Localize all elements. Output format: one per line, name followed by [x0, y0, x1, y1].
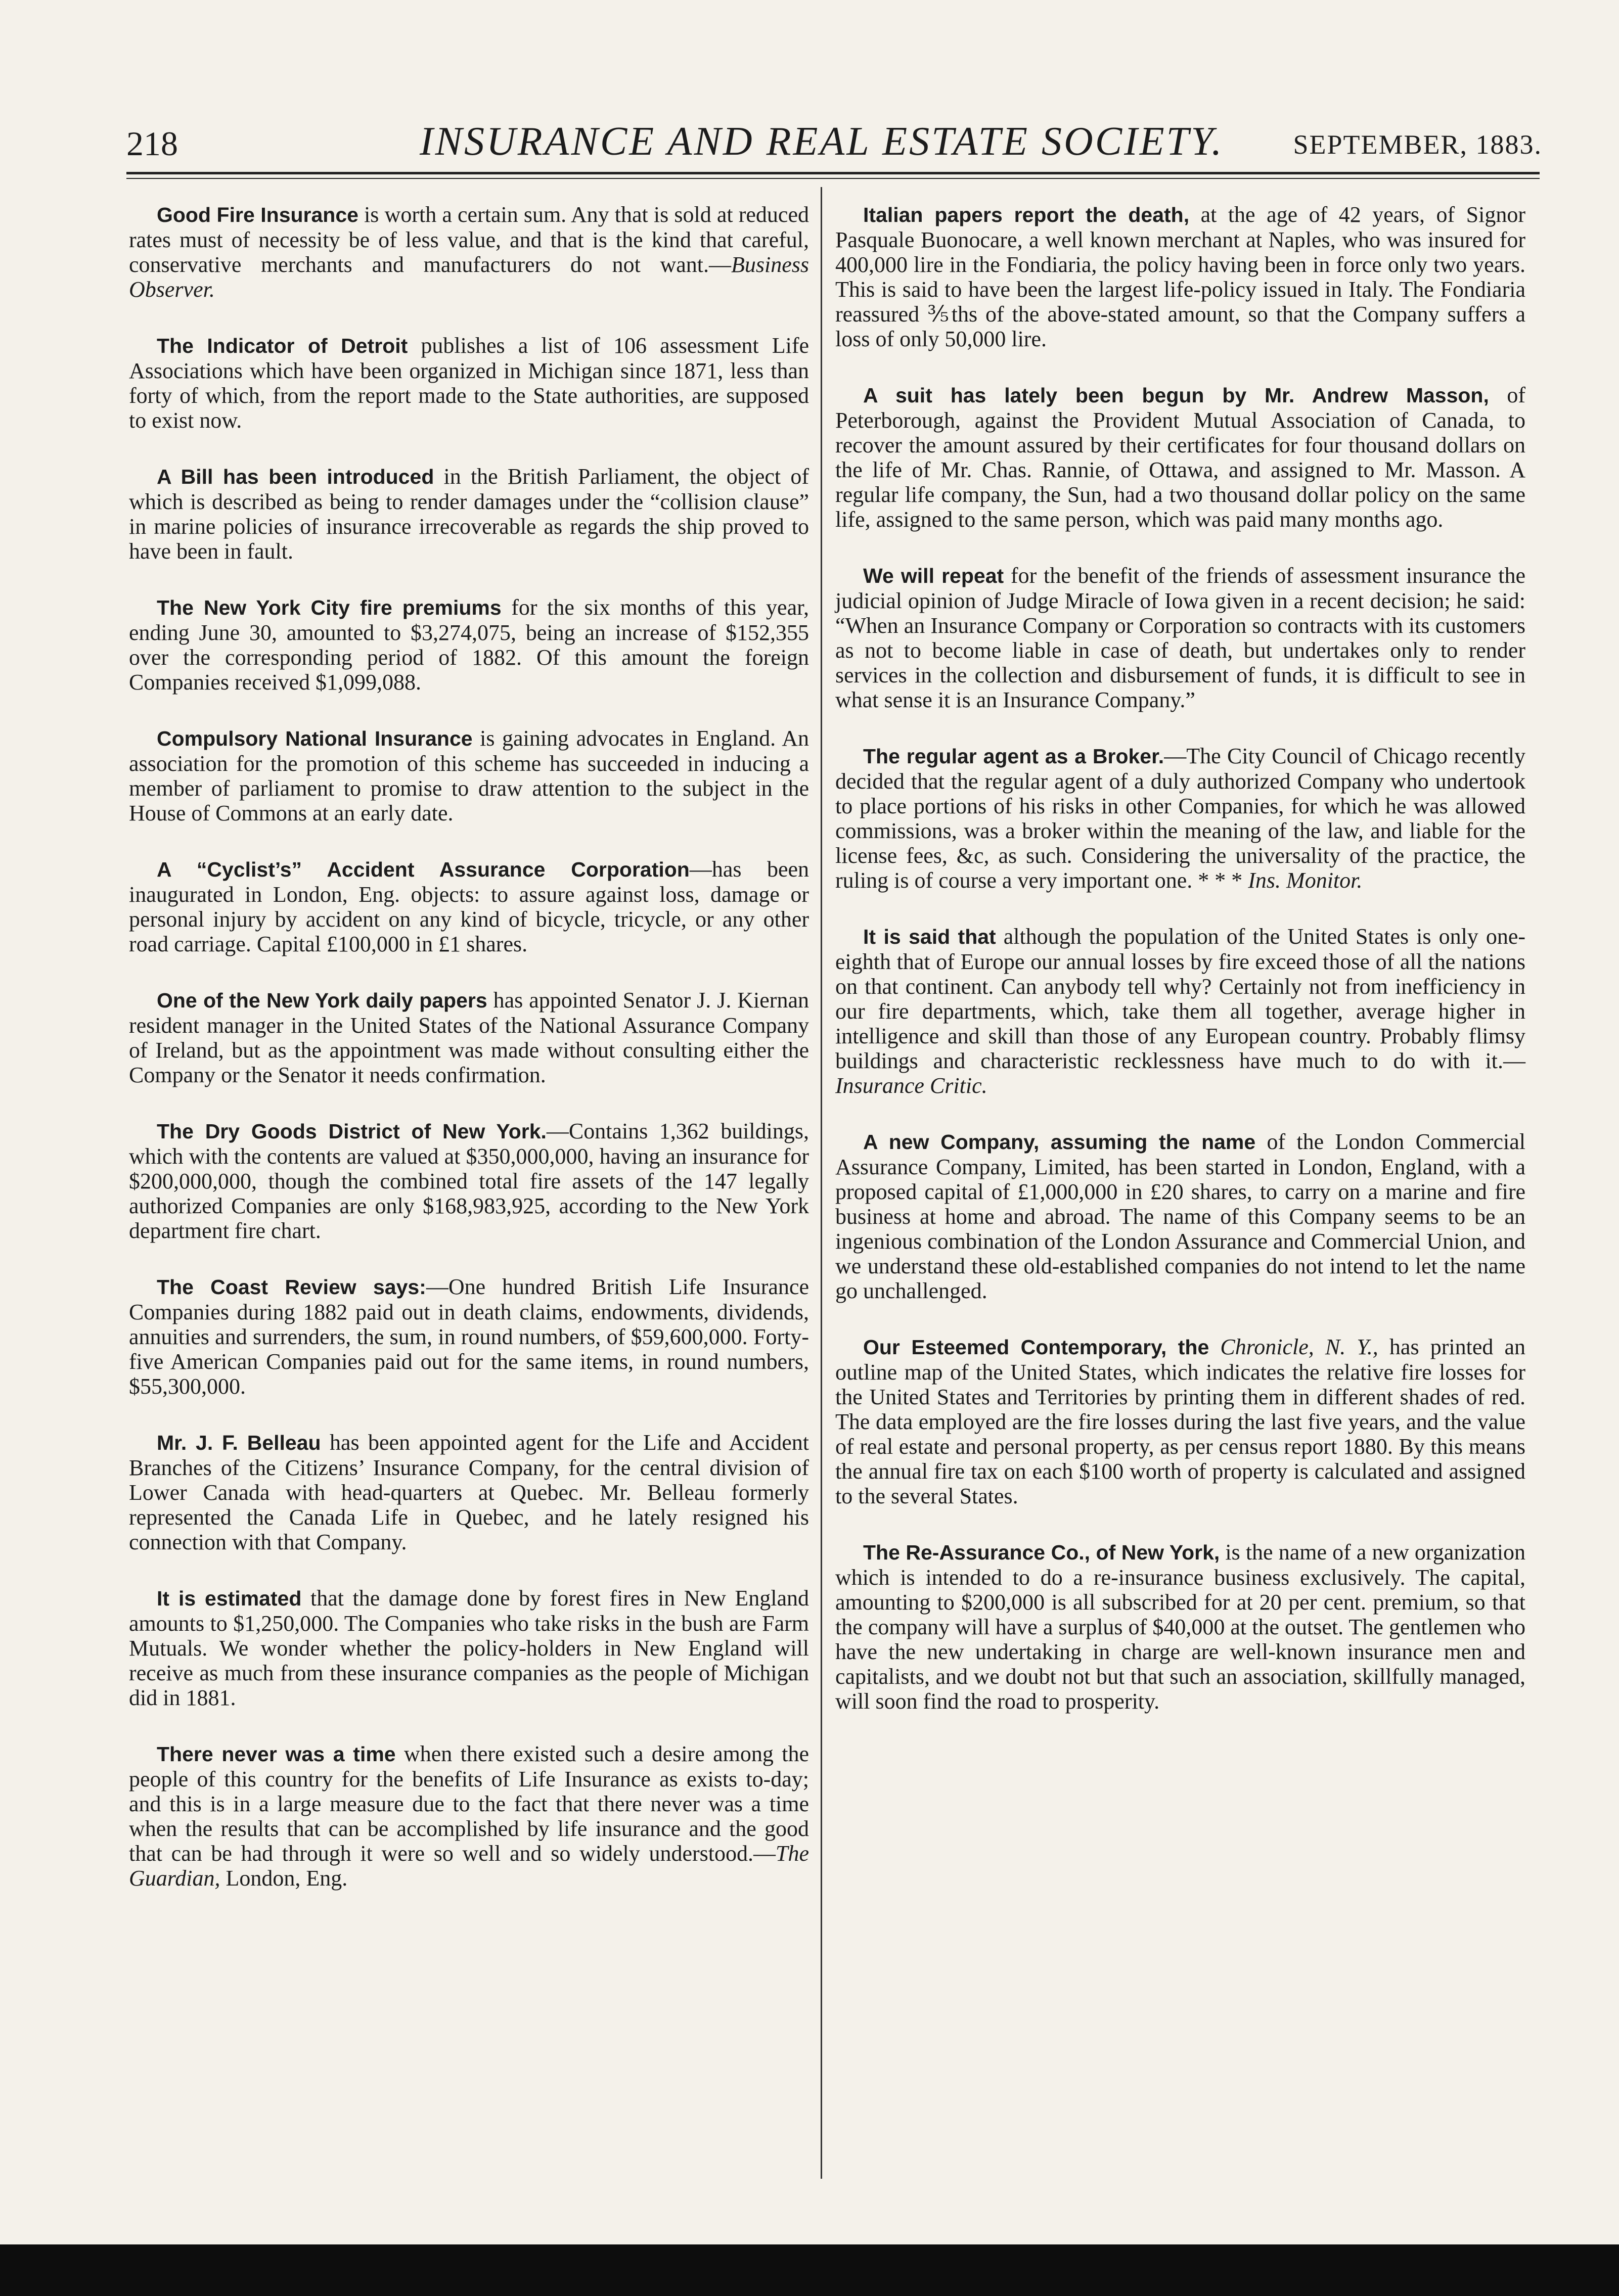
item-body: —has been inaugurated in London, Eng. objects: to assure against loss, damage or personal injury by accident on any kind of bicycle, tricycle, or any other road carriage. Capital £100,000 in £1 shares. — [129, 857, 809, 956]
page-header — [126, 114, 1542, 174]
item-tail: has printed an outline map of the United States, which indicates the relative fire losses for the United States and Territories by printing them in different shades of red. The data employed are the fire losses during the last five years, and the value of real estate and personal property, as per census report 1880. By this means the annual fire tax on each $100 worth of property is calculated and assigned to the several States. — [835, 1335, 1526, 1508]
news-item — [129, 333, 809, 433]
item-lead: It is said that — [863, 925, 996, 948]
item-body: of the London Commercial Assurance Company, Limited, has been started in London, England, with a proposed capital of £1,000,000 in £20 shares, to carry on a marine and fire business at home and abroad. The name of this Company seems to be an ingenious combination of the London Assurance and Commercial Union, and we understand these old-established companies do not intend to let the name go unchallenged. — [835, 1129, 1525, 1303]
news-item — [129, 1119, 809, 1243]
item-source: The Guardian, — [129, 1841, 809, 1891]
news-item — [129, 1274, 809, 1399]
item-lead: Italian papers report the death, — [863, 203, 1190, 226]
news-item — [835, 202, 1525, 351]
item-body: is gaining advocates in England. An association for the promotion of this scheme has succeeded in inducing a member of parliament to promise to draw attention to the subject in the House of Commons at an early date. — [129, 726, 810, 825]
item-lead: A new Company, assuming the name — [863, 1130, 1256, 1154]
item-body: —One hundred British Life Insurance Companies during 1882 paid out in death claims, endowments, dividends, annuities and surrenders, the sum, in round numbers, of $59,600,000. Forty-five American Companies paid out for the same items, in round numbers, $55,300,000. — [129, 1274, 809, 1399]
item-lead: We will repeat — [863, 564, 1004, 587]
item-source: Chronicle, N. Y., — [1220, 1335, 1378, 1359]
item-source: Ins. Monitor. — [1248, 868, 1363, 893]
news-item — [129, 988, 809, 1087]
item-lead: Our Esteemed Contemporary, the — [863, 1336, 1209, 1359]
item-body — [1209, 1335, 1220, 1359]
item-lead: There never was a time — [157, 1742, 396, 1766]
item-lead: One of the New York daily papers — [157, 989, 487, 1012]
left-column — [129, 202, 809, 1922]
item-source: Business Observer. — [129, 252, 809, 302]
news-item — [129, 1586, 809, 1710]
item-lead: A suit has lately been begun by Mr. Andrew Masson, — [863, 384, 1489, 407]
item-lead: A “Cyclist’s” Accident Assurance Corporation — [157, 858, 690, 881]
header-rule-thick — [126, 172, 1540, 174]
news-item — [129, 464, 809, 564]
item-lead: Good Fire Insurance — [157, 203, 358, 226]
item-body: although the population of the United States is only one-eighth that of Europe our annual losses by fire exceed those of all the nations on that continent. Can anybody tell why? Certainly not from inefficiency in our fire departments, which, take them all together, average higher in intelligence and skill than those of any European country. Probably flimsy buildings and characteristic recklessness have much to do with it.— — [835, 924, 1526, 1073]
item-lead: The New York City fire premiums — [157, 596, 502, 619]
news-item — [129, 202, 809, 302]
item-body: publishes a list of 106 assessment Life Associations which have been organized in Michigan since 1871, less than forty of which, from the report made to the State authorities, are supposed to exist now. — [129, 333, 810, 433]
news-item — [835, 924, 1525, 1098]
item-lead: Mr. J. F. Belleau — [157, 1431, 321, 1454]
news-item — [129, 857, 809, 956]
item-lead: The Indicator of Detroit — [157, 334, 408, 357]
news-item — [835, 1129, 1525, 1303]
item-body: for the benefit of the friends of assessment insurance the judicial opinion of Judge Miracle of Iowa given in a recent decision; he said: “When an Insurance Company or Corporation so contracts with its customers as not to become liable in case of death, but undertakes only to render services in the collection and disbursement of funds, it is difficult to see in what sense it is an Insurance Company.” — [835, 563, 1525, 712]
item-body: has been appointed agent for the Life and Accident Branches of the Citizens’ Insurance Company, for the central division of Lower Canada with head-quarters at Quebec. Mr. Belleau formerly represented the Canada Life in Quebec, and he lately resigned his connection with that Company. — [129, 1430, 809, 1554]
news-item — [129, 726, 809, 825]
issue-date: SEPTEMBER, 1883. — [1293, 129, 1542, 160]
item-body: has appointed Senator J. J. Kiernan resident manager in the United States of the National Assurance Company of Ireland, but as the appointment was made without consulting either the Company or the Senator it needs confirmation. — [129, 988, 809, 1087]
news-item — [835, 1335, 1525, 1508]
news-item — [835, 563, 1525, 712]
item-lead: The Coast Review says: — [157, 1275, 426, 1299]
news-item — [835, 1540, 1525, 1714]
item-body: is the name of a new organization which is intended to do a re-insurance business exclusively. The capital, amounting to $200,000 is all subscribed for at 20 per cent. premium, so that the company will have a surplus of $40,000 at the outset. The gentlemen who have the new undertaking in charge are well-known insurance men and capitalists, and we doubt not but that such an association, skillfully managed, will soon find the road to prosperity. — [835, 1540, 1525, 1714]
item-lead: The Re-Assurance Co., of New York, — [863, 1541, 1220, 1564]
item-lead: The Dry Goods District of New York. — [157, 1120, 547, 1143]
item-body: that the damage done by forest fires in New England amounts to $1,250,000. The Companies who take risks in the bush are Farm Mutuals. We wonder whether the policy-holders in New England will receive as much from these insurance companies as the people of Michigan did in 1881. — [129, 1586, 809, 1710]
page-bottom-edge — [0, 2244, 1619, 2296]
item-body: when there existed such a desire among the people of this country for the benefits of Life Insurance as exists to-day; and this is in a large measure due to the fact that there never was a time when the results that can be accomplished by life insurance and the good that can be had through it were so well and so widely understood.— — [129, 1741, 809, 1866]
item-source: Insurance Critic. — [835, 1073, 987, 1098]
item-body: —The City Council of Chicago recently decided that the regular agent of a duly authorized Company who undertook to place portions of his risks in other Companies, for which he was allowed commissions, was a broker within the meaning of the law, and liable for the license fees, &c, as such. Considering the universality of the practice, the ruling is of course a very important one. * * * — [835, 744, 1525, 893]
item-lead: The regular agent as a Broker. — [863, 745, 1164, 768]
item-lead: A Bill has been introduced — [157, 465, 434, 488]
item-body: at the age of 42 years, of Signor Pasquale Buonocare, a well known merchant at Naples, who was insured for 400,000 lire in the Fondiaria, the policy having been in force only two years. This is said to have been the largest life-policy issued in Italy. The Fondiaria reassured ⅗ths of the above-stated amount, so that the Company suffers a loss of only 50,000 lire. — [835, 202, 1525, 351]
header-rule-thin — [126, 178, 1540, 179]
item-tail: London, Eng. — [220, 1866, 348, 1891]
news-item — [129, 595, 809, 695]
news-item — [129, 1430, 809, 1554]
item-body: for the six months of this year, ending June 30, amounted to $3,274,075, being an increase of $152,355 over the corresponding period of 1882. Of this amount the foreign Companies received $1,099,088. — [129, 595, 809, 695]
column-divider — [821, 187, 822, 2179]
news-item — [835, 383, 1525, 532]
news-item — [835, 744, 1525, 893]
item-body: is worth a certain sum. Any that is sold at reduced rates must of necessity be of less value, and that is the kind that careful, conservative merchants and manufacturers do not want.— — [129, 202, 809, 277]
page-number: 218 — [126, 124, 178, 163]
item-lead: Compulsory National Insurance — [157, 727, 473, 750]
item-lead: It is estimated — [157, 1587, 302, 1610]
item-body: in the British Parliament, the object of which is described as being to render damages under the “collision clause” in marine policies of insurance irrecoverable as regards the ship proved to have been in fault. — [129, 464, 809, 564]
item-body: of Peterborough, against the Provident Mutual Association of Canada, to recover the amount assured by their certificates for four thousand dollars on the life of Mr. Chas. Rannie, of Ottawa, and assigned to Mr. Masson. A regular life company, the Sun, had a two thousand dollar policy on the same life, assigned to the same person, which was paid many months ago. — [835, 383, 1525, 532]
item-body: —Contains 1,362 buildings, which with the contents are valued at $350,000,000, having an insurance for $200,000,000, though the combined total fire assets of the 147 legally authorized Companies are only $168,983,925, according to the New York department fire chart. — [129, 1119, 809, 1243]
journal-title: INSURANCE AND REAL ESTATE SOCIETY. — [420, 119, 1224, 164]
right-column — [835, 202, 1525, 1745]
news-item — [129, 1741, 809, 1891]
